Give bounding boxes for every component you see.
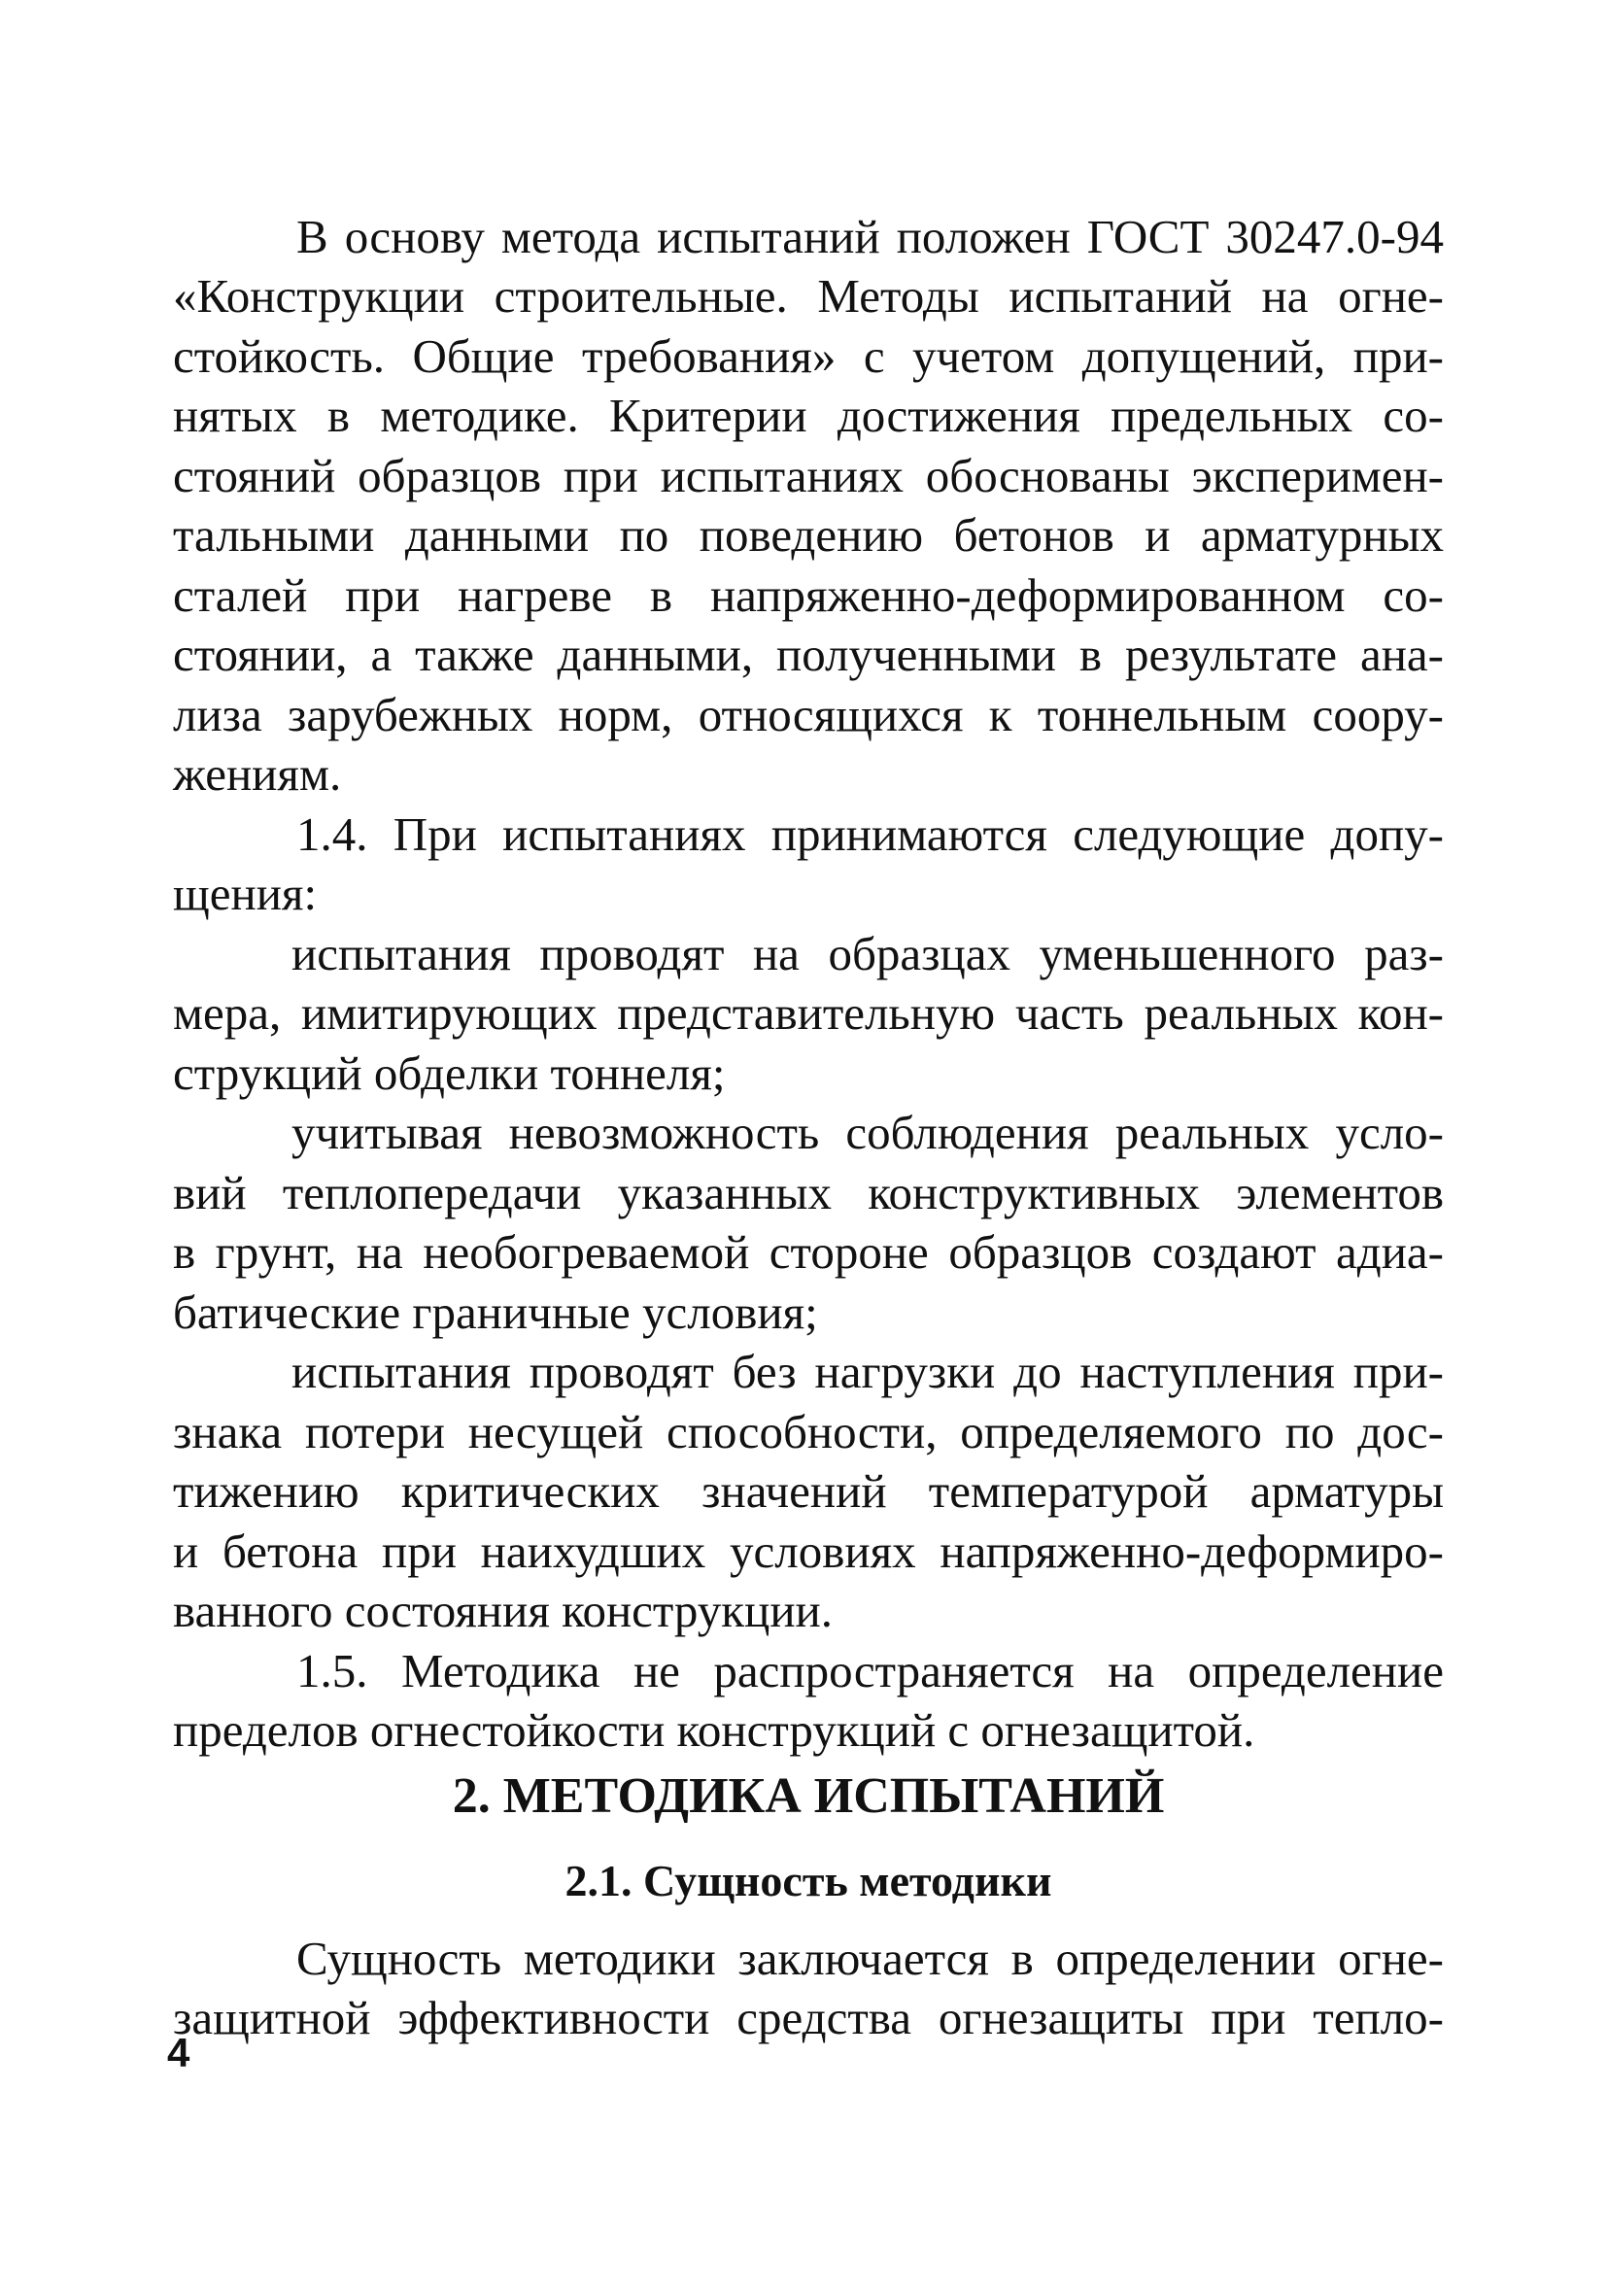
section-title: 2. МЕТОДИКА ИСПЫТАНИЙ [452, 1768, 1165, 1824]
paragraph-line: стойкость. Общие требования» с учетом допущений, при- [173, 329, 1444, 383]
paragraph-line: жениям. [173, 747, 342, 801]
paragraph-line: и бетона при наихудших условиях напряженно-деформиро- [173, 1525, 1444, 1578]
paragraph-line: ванного состояния конструкции. [173, 1584, 834, 1637]
paragraph-line: стоянии, а также данными, полученными в результате ана- [173, 628, 1444, 681]
paragraph-line: в грунт, на необогреваемой стороне образцов создают адиа- [173, 1225, 1444, 1279]
paragraph-line: «Конструкции строительные. Методы испытаний на огне- [173, 269, 1444, 323]
paragraph-line: В основу метода испытаний положен ГОСТ 30247.0-94 [296, 210, 1444, 263]
paragraph-line: пределов огнестойкости конструкций с огнезащитой. [173, 1703, 1255, 1757]
paragraph-line: лиза зарубежных норм, относящихся к тоннельным соору- [173, 688, 1444, 741]
paragraph-line: тижению критических значений температурой арматуры [173, 1464, 1444, 1518]
paragraph-line: вий теплопередачи указанных конструктивных элементов [173, 1166, 1444, 1219]
paragraph-line: испытания проводят на образцах уменьшенного раз- [291, 927, 1444, 980]
paragraph-line: струкций обделки тоннеля; [173, 1046, 726, 1100]
paragraph-line: 1.5. Методика не распространяется на определение [296, 1644, 1444, 1697]
paragraph-line: нятых в методике. Критерии достижения предельных со- [173, 389, 1444, 442]
paragraph-line: 1.4. При испытаниях принимаются следующие допу- [296, 807, 1444, 861]
paragraph-line: мера, имитирующих представительную часть реальных кон- [173, 986, 1444, 1040]
paragraph-line: щения: [173, 867, 318, 920]
page-number: 4 [167, 2030, 190, 2075]
paragraph-line: батические граничные условия; [173, 1285, 818, 1339]
paragraph-line: учитывая невозможность соблюдения реальных усло- [291, 1106, 1444, 1159]
paragraph-line: Сущность методики заключается в определении огне- [296, 1932, 1444, 1985]
paragraph-line: защитной эффективности средства огнезащиты при тепло- [173, 1991, 1444, 2044]
subsection-title: 2.1. Сущность методики [564, 1856, 1052, 1905]
paragraph-line: тальными данными по поведению бетонов и арматурных [173, 508, 1444, 562]
paragraph-line: стояний образцов при испытаниях обоснованы эксперимен- [173, 449, 1444, 502]
paragraph-line: сталей при нагреве в напряженно-деформированном со- [173, 568, 1444, 622]
paragraph-line: испытания проводят без нагрузки до наступления при- [291, 1345, 1444, 1398]
paragraph-line: знака потери несущей способности, определяемого по дос- [173, 1405, 1444, 1458]
